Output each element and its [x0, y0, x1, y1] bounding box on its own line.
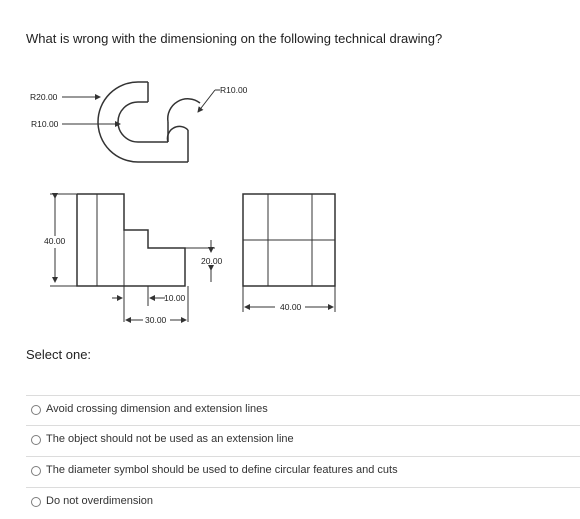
answer-option-3[interactable] [26, 456, 580, 486]
select-one-label: Select one: [26, 347, 92, 362]
radio-button[interactable] [31, 466, 41, 476]
dim-20-vertical: 20.00 [201, 256, 223, 266]
dim-r20: R20.00 [30, 92, 58, 102]
dim-40-horizontal: 40.00 [280, 302, 302, 312]
answer-option-2[interactable] [26, 425, 580, 455]
answer-option-label: The diameter symbol should be used to define circular features and cuts [46, 464, 398, 476]
answer-option-4[interactable] [26, 487, 580, 517]
answer-option-label: Do not overdimension [46, 495, 154, 507]
side-view [243, 194, 335, 286]
answer-option-1[interactable] [26, 395, 580, 425]
front-view [77, 194, 185, 286]
dim-10: 10.00 [164, 293, 186, 303]
radio-button[interactable] [31, 405, 41, 415]
dim-r10-left: R10.00 [31, 119, 59, 129]
dim-r10-top: R10.00 [220, 85, 248, 95]
radio-button[interactable] [31, 497, 41, 507]
question-text: What is wrong with the dimensioning on the following technical drawing? [26, 31, 443, 46]
dim-40-vertical: 40.00 [44, 236, 66, 246]
dim-30: 30.00 [145, 315, 167, 325]
radio-button[interactable] [31, 435, 41, 445]
top-view [98, 82, 200, 162]
answer-option-label: Avoid crossing dimension and extension lines [46, 403, 268, 415]
answer-option-label: The object should not be used as an extension line [46, 433, 294, 445]
